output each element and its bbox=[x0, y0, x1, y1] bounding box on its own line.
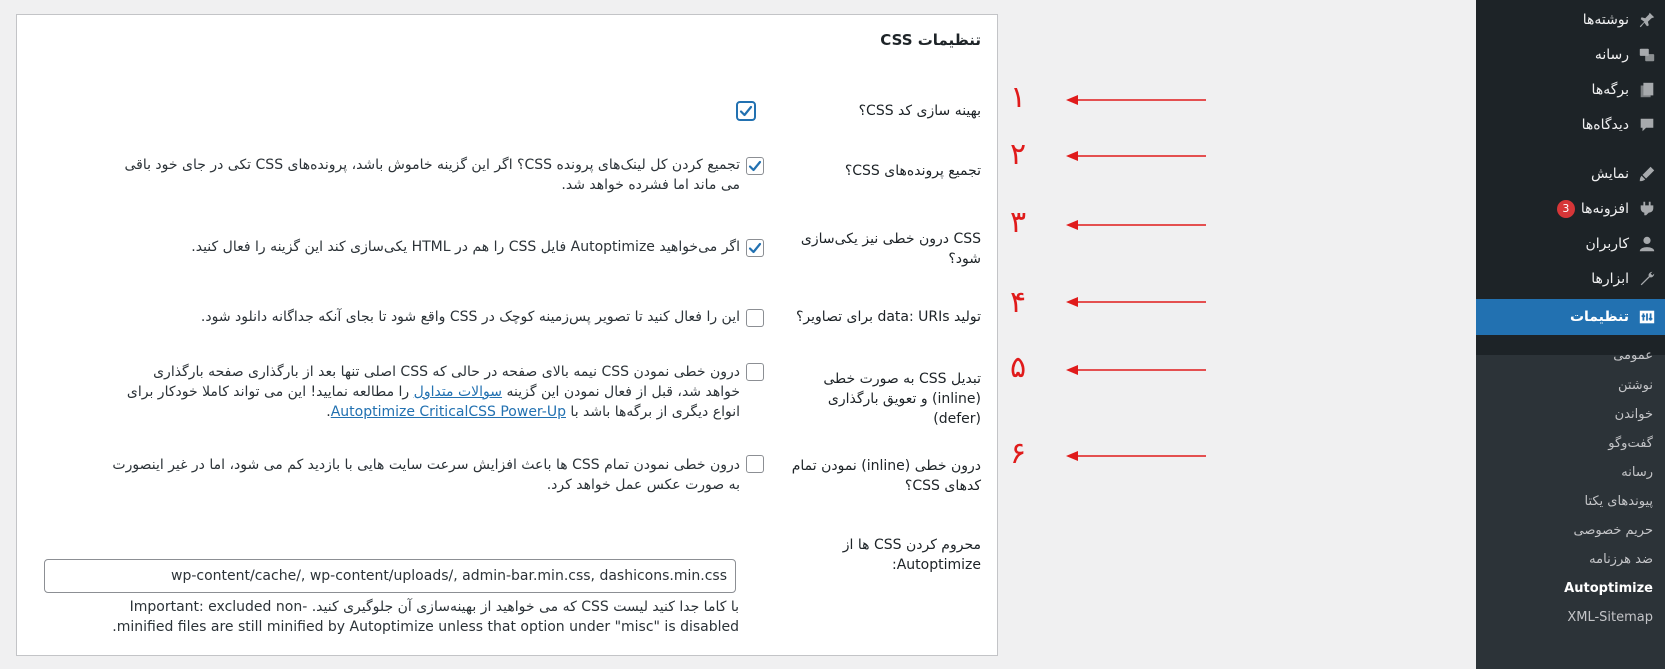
comments-icon bbox=[1629, 116, 1665, 134]
menu-item-settings[interactable]: تنظیمات bbox=[1476, 299, 1665, 335]
checkmark-icon bbox=[747, 158, 763, 174]
checkmark-icon bbox=[747, 240, 763, 256]
annotation-number-1: ۱ bbox=[1009, 80, 1027, 115]
menu-item-pages[interactable]: برگه‌ها bbox=[1476, 72, 1665, 108]
plugins-icon bbox=[1629, 200, 1665, 218]
users-icon bbox=[1629, 235, 1665, 253]
submenu-item-general[interactable]: عمومی bbox=[1613, 348, 1653, 363]
inline-all-css-checkbox[interactable] bbox=[746, 455, 764, 473]
annotation-number-5: ۵ bbox=[1009, 350, 1027, 385]
menu-item-appearance[interactable]: نمایش bbox=[1476, 156, 1665, 192]
submenu-item-autoptimize[interactable]: Autoptimize bbox=[1564, 581, 1653, 596]
aggregate-inline-css-checkbox[interactable] bbox=[746, 239, 764, 257]
annotation-number-6: ۶ bbox=[1009, 436, 1027, 471]
red-arrow-icon bbox=[1066, 450, 1206, 462]
appearance-icon bbox=[1629, 165, 1665, 183]
settings-icon bbox=[1629, 308, 1665, 326]
submenu-item-privacy[interactable]: حریم خصوصی bbox=[1573, 523, 1653, 538]
inline-defer-css-checkbox[interactable] bbox=[746, 363, 764, 381]
menu-item-comments[interactable]: دیدگاه‌ها bbox=[1476, 107, 1665, 143]
annotation-number-3: ۳ bbox=[1009, 205, 1027, 240]
red-arrow-icon bbox=[1066, 219, 1206, 231]
submenu-item-media[interactable]: رسانه bbox=[1621, 465, 1653, 480]
exclude-css-label: محروم کردن CSS ها از Autoptimize: bbox=[842, 537, 981, 573]
data-uris-checkbox[interactable] bbox=[746, 309, 764, 327]
css-settings-panel bbox=[16, 14, 998, 656]
menu-item-tools[interactable]: ابزارها bbox=[1476, 261, 1665, 297]
menu-item-users[interactable]: کاربران bbox=[1476, 226, 1665, 262]
menu-item-posts[interactable]: نوشته‌ها bbox=[1476, 2, 1665, 38]
inline-defer-css-label: تبدیل CSS به صورت خطی (inline) و تعویق بارگذاری (defer) bbox=[823, 371, 981, 427]
annotation-number-2: ۲ bbox=[1009, 137, 1027, 172]
pages-icon bbox=[1629, 81, 1665, 99]
current-menu-notch bbox=[1468, 309, 1476, 325]
submenu-item-xml-sitemap[interactable]: XML-Sitemap bbox=[1567, 610, 1653, 625]
submenu-item-reading[interactable]: خواندن bbox=[1614, 407, 1653, 422]
inline-all-css-label: درون خطی (inline) نمودن تمام کدهای CSS؟ bbox=[791, 458, 981, 494]
settings-submenu bbox=[1476, 348, 1665, 669]
data-uris-description: این را فعال کنید تا تصویر پس‌زمینه کوچک در CSS واقع شود تا بجای آنکه جداگانه دانلود شود. bbox=[200, 309, 740, 325]
aggregate-css-label: تجمیع پرونده‌های CSS؟ bbox=[844, 163, 981, 179]
submenu-item-permalinks[interactable]: پیوندهای یکتا bbox=[1584, 494, 1653, 509]
submenu-item-discussion[interactable]: گفت‌وگو bbox=[1608, 436, 1653, 451]
aggregate-inline-css-description: اگر می‌خواهید Autoptimize فایل CSS را هم در HTML یکی‌سازی کند این گزینه را فعال کنید. bbox=[191, 239, 740, 255]
media-icon bbox=[1629, 46, 1665, 64]
menu-item-media[interactable]: رسانه bbox=[1476, 37, 1665, 73]
checkmark-icon bbox=[738, 103, 754, 119]
data-uris-label: تولید data: URIs برای تصاویر؟ bbox=[795, 309, 981, 325]
annotation-number-4: ۴ bbox=[1009, 285, 1027, 320]
plugins-update-badge: 3 bbox=[1557, 200, 1575, 218]
red-arrow-icon bbox=[1066, 296, 1206, 308]
submenu-item-antispam[interactable]: ضد هرزنامه bbox=[1589, 552, 1653, 567]
aggregate-css-checkbox[interactable] bbox=[746, 157, 764, 175]
pin-icon bbox=[1629, 11, 1665, 29]
admin-sidebar bbox=[1476, 0, 1665, 669]
faq-link[interactable]: سوالات متداول bbox=[413, 384, 503, 400]
menu-item-plugins[interactable]: افزونه‌ها 3 bbox=[1476, 191, 1665, 227]
exclude-css-input[interactable] bbox=[44, 559, 736, 593]
red-arrow-icon bbox=[1066, 150, 1206, 162]
exclude-css-description: با کاما جدا کنید لیست CSS که می خواهید از بهینه‌سازی آن جلوگیری کنید. Important: excluded non-minified files are still minified by Autoptimize unless that option under "misc" is disabled. bbox=[112, 599, 739, 635]
optimize-css-checkbox[interactable] bbox=[736, 101, 756, 121]
inline-defer-css-description: درون خطی نمودن CSS نیمه بالای صفحه در حالی که CSS اصلی تنها بعد از بارگذاری صفحه بارگذاری خواهد شد، قبل از فعال نمودن این گزینه سوالات متداول را مطالعه نمایید! این می تواند کاملا خودکار برای انواع دیگری از برگه‌ها باشد با Autoptimize CriticalCSS Power-Up. bbox=[126, 364, 740, 420]
panel-title: تنظیمات CSS bbox=[880, 31, 981, 49]
aggregate-css-description: تجمیع کردن کل لینک‌های پرونده CSS؟ اگر این گزینه خاموش باشد، پرونده‌های CSS تکی در جای خود باقی می ماند اما فشرده خواهد شد. bbox=[124, 157, 740, 193]
tools-icon bbox=[1629, 270, 1665, 288]
aggregate-inline-css-label: CSS درون خطی نیز یکی‌سازی شود؟ bbox=[800, 231, 981, 267]
submenu-item-writing[interactable]: نوشتن bbox=[1617, 378, 1653, 393]
optimize-css-label: بهینه سازی کد CSS؟ bbox=[858, 103, 981, 119]
inline-all-css-description: درون خطی نمودن تمام CSS ها باعث افزایش سرعت سایت هایی با بازدید کم می شود، اما در غیر اینصورت به صورت عکس عمل خواهد کرد. bbox=[112, 457, 740, 493]
red-arrow-icon bbox=[1066, 94, 1206, 106]
red-arrow-icon bbox=[1066, 364, 1206, 376]
criticalcss-link[interactable]: Autoptimize CriticalCSS Power-Up bbox=[330, 404, 566, 420]
